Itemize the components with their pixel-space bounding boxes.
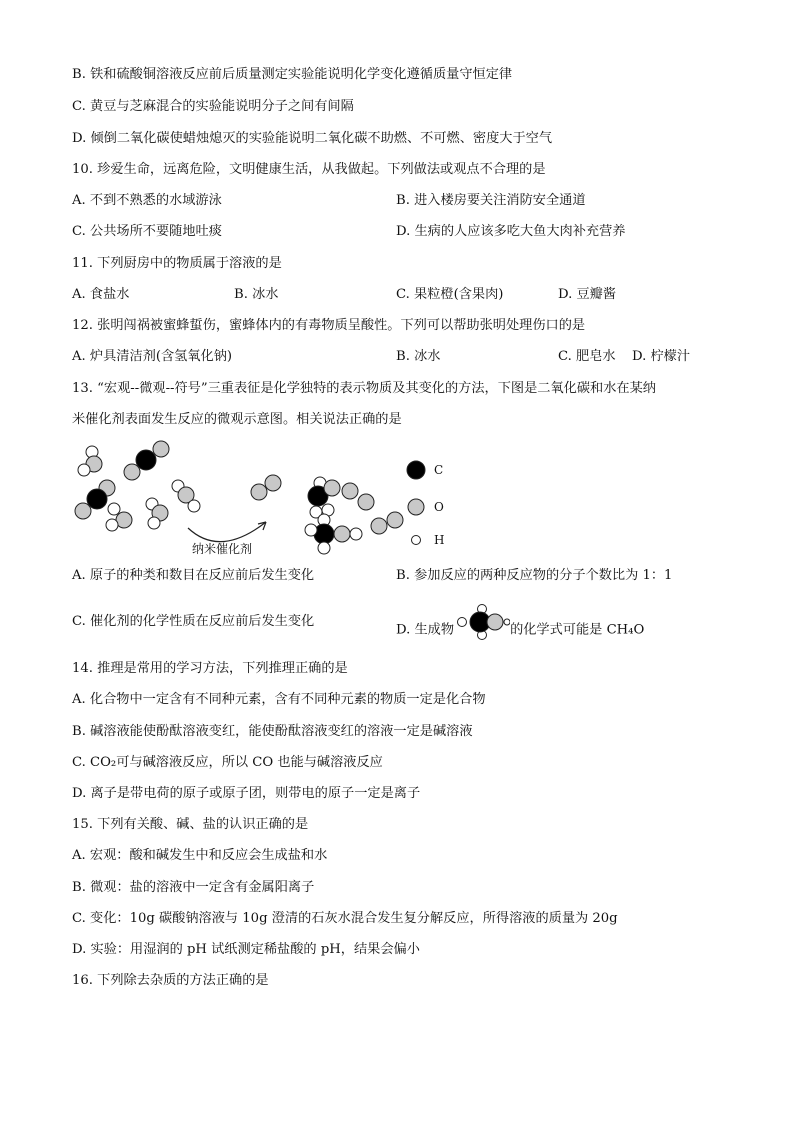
q9-option-d: D. 倾倒二氧化碳使蜡烛熄灭的实验能说明二氧化碳不助燃、不可燃、密度大于空气: [72, 131, 553, 146]
ch4o-molecule-inline: [454, 613, 510, 647]
reaction-diagram-svg: [70, 436, 470, 564]
q10-stem: 10. 珍爱生命，远离危险，文明健康生活，从我做起。下列做法或观点不合理的是: [72, 162, 546, 177]
q10-option-c: C. 公共场所不要随地吐痰: [72, 224, 222, 239]
legend-label-c: C: [434, 463, 444, 477]
q15-option-b: B. 微观：盐的溶液中一定含有金属阳离子: [72, 880, 315, 895]
q15-option-c: C. 变化：10g 碳酸钠溶液与 10g 澄清的石灰水混合发生复分解反应，所得溶液的质量为 20g: [72, 911, 618, 926]
legend-label-h: H: [434, 533, 445, 547]
reactant-water-molecule-2: [106, 503, 132, 531]
q15-option-d: D. 实验：用湿润的 pH 试纸测定稀盐酸的 pH，结果会偏小: [72, 942, 420, 957]
reaction-microscopic-diagram: [70, 436, 470, 564]
q15-stem: 15. 下列有关酸、碱、盐的认识正确的是: [72, 817, 309, 832]
legend-label-o: O: [434, 500, 444, 514]
q11-option-c: C. 果粒橙(含果肉): [396, 287, 504, 302]
q13-option-c: C. 催化剂的化学性质在反应前后发生变化: [72, 614, 315, 629]
q12-option-c: C. 肥皂水: [558, 349, 616, 364]
q11-option-a: A. 食盐水: [72, 287, 130, 302]
reactant-water-molecule-3: [146, 498, 168, 529]
q13-option-d-suffix: 的化学式可能是 CH₄O: [510, 622, 645, 638]
q13-option-d: [396, 613, 644, 647]
q12-stem: 12. 张明闯祸被蜜蜂蜇伤，蜜蜂体内的有毒物质呈酸性。下列可以帮助张明处理伤口的是: [72, 318, 586, 333]
q14-option-b: B. 碱溶液能使酚酞溶液变红，能使酚酞溶液变红的溶液一定是碱溶液: [72, 724, 473, 739]
legend-carbon-atom: [407, 461, 425, 479]
q10-option-d: D. 生病的人应该多吃大鱼大肉补充营养: [396, 224, 626, 239]
q16-stem: 16. 下列除去杂质的方法正确的是: [72, 973, 269, 988]
q13-stem-line2: 米催化剂表面发生反应的微观示意图。相关说法正确的是: [72, 412, 402, 427]
catalyst-label: 纳米催化剂: [192, 542, 253, 556]
q14-option-a: A. 化合物中一定含有不同种元素，含有不同种元素的物质一定是化合物: [72, 692, 486, 707]
product-oxygen-molecule: [251, 475, 281, 500]
q11-option-d: D. 豆瓣酱: [558, 287, 617, 302]
q13-stem-line1: 13. “宏观--微观--符号”三重表征是化学独特的表示物质及其变化的方法，下图是二氧化碳和水在某纳: [72, 381, 656, 396]
product-oxygen-molecule-3: [371, 512, 403, 534]
q10-option-a: A. 不到不熟悉的水域游泳: [72, 193, 222, 208]
q13-option-d-prefix: D. 生成物: [396, 622, 455, 638]
q14-stem: 14. 推理是常用的学习方法，下列推理正确的是: [72, 661, 348, 676]
q13-option-b: B. 参加反应的两种反应物的分子个数比为 1：1: [396, 568, 673, 583]
q10-option-b: B. 进入楼房要关注消防安全通道: [396, 193, 586, 208]
product-oxygen-molecule-2: [342, 483, 374, 510]
reactant-water-molecule-4: [172, 480, 200, 512]
ch4o-molecule-icon: [454, 603, 510, 641]
legend-oxygen-atom: [408, 499, 424, 515]
reactant-co2-molecule-1: [124, 441, 169, 480]
reactant-water-molecule-1: [78, 446, 102, 476]
q15-option-a: A. 宏观：酸和碱发生中和反应会生成盐和水: [72, 848, 328, 863]
q14-option-d: D. 离子是带电荷的原子或原子团，则带电的原子一定是离子: [72, 786, 421, 801]
q14-option-c: C. CO₂可与碱溶液反应，所以 CO 也能与碱溶液反应: [72, 755, 383, 770]
q9-option-b: B. 铁和硫酸铜溶液反应前后质量测定实验能说明化学变化遵循质量守恒定律: [72, 67, 513, 82]
q11-stem: 11. 下列厨房中的物质属于溶液的是: [72, 256, 282, 271]
q12-option-a: A. 炉具清洁剂(含氢氧化钠): [72, 349, 233, 364]
q13-option-a: A. 原子的种类和数目在反应前后发生变化: [72, 568, 315, 583]
q9-option-c: C. 黄豆与芝麻混合的实验能说明分子之间有间隔: [72, 99, 354, 114]
q12-option-b: B. 冰水: [396, 349, 441, 364]
q11-option-b: B. 冰水: [234, 287, 279, 302]
product-ch4o-molecule-2: [305, 514, 362, 554]
product-ch4o-molecule-1: [308, 477, 340, 518]
q12-option-d: D. 柠檬汁: [632, 349, 691, 364]
legend-hydrogen-atom: [412, 536, 421, 545]
